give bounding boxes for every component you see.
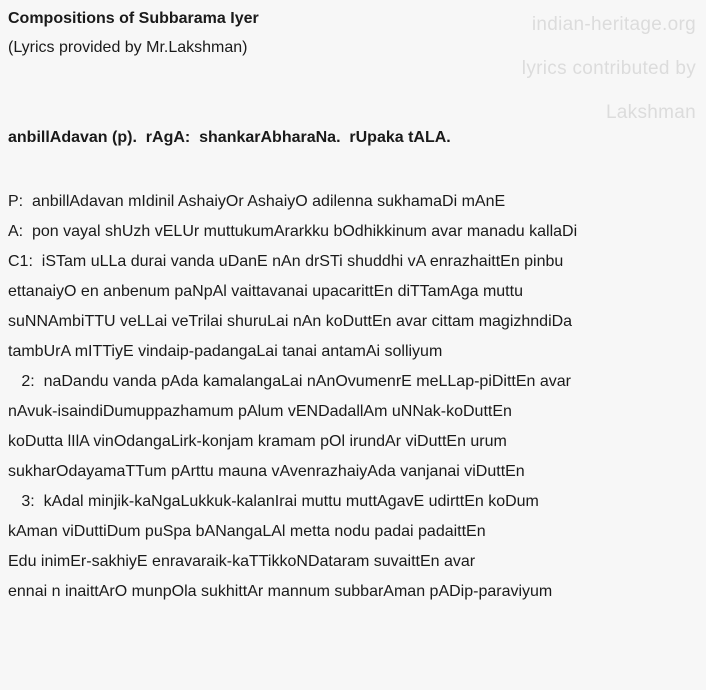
page-subtitle: (Lyrics provided by Mr.Lakshman) (8, 39, 248, 56)
lyrics-block (8, 187, 700, 607)
watermark-credit-name: Lakshman (605, 102, 696, 123)
lyric-line: tambUrA mITTiyE vindaip-padangaLai tanai antamAi solliyum (8, 343, 443, 360)
lyric-line: sukharOdayamaTTum pArttu mauna vAvenrazhaiyAda vanjanai viDuttEn (8, 463, 525, 480)
lyric-line-pallavi: P: anbillAdavan mIdinil AshaiyOr AshaiyO adilenna sukhamaDi mAnE (8, 193, 506, 210)
lyric-line-charanam-3: 3: kAdal minjik-kaNgaLukkuk-kalanIrai muttu muttAgavE udirttEn koDum (8, 493, 539, 510)
lyric-line: ettanaiyO en anbenum paNpAl vaittavanai upacarittEn diTTamAga muttu (8, 283, 523, 300)
lyric-line: kAman viDuttiDum puSpa bANangaLAl metta nodu padai padaittEn (8, 523, 486, 540)
lyric-line: koDutta lIlA vinOdangaLirk-konjam kramam pOl irundAr viDuttEn urum (8, 433, 507, 450)
song-header: anbillAdavan (p). rAgA: shankarAbharaNa. rUpaka tALA. (8, 129, 451, 146)
lyric-line: Edu inimEr-sakhiyE enravaraik-kaTTikkoNDataram suvaittEn avar (8, 553, 476, 570)
watermark-credit-label: lyrics contributed by (521, 58, 696, 79)
page-title: Compositions of Subbarama Iyer (8, 10, 259, 27)
lyric-line: ennai n inaittArO munpOla sukhittAr mannum subbarAman pADip-paraviyum (8, 583, 553, 600)
lyric-line-charanam-1: C1: iSTam uLLa durai vanda uDanE nAn drSTi shuddhi vA enrazhaittEn pinbu (8, 253, 564, 270)
lyric-line-charanam-2: 2: naDandu vanda pAda kamalangaLai nAnOvumenrE meLLap-piDittEn avar (8, 373, 572, 390)
lyric-line: suNNAmbiTTU veLLai veTrilai shuruLai nAn koDuttEn avar cittam magizhndiDa (8, 313, 573, 330)
lyric-line: nAvuk-isaindiDumuppazhamum pAlum vENDadallAm uNNak-koDuttEn (8, 403, 512, 420)
watermark-site: indian-heritage.org (531, 14, 696, 35)
watermark (522, 3, 696, 135)
lyric-line-anupallavi: A: pon vayal shUzh vELUr muttukumArarkku bOdhikkinum avar manadu kallaDi (8, 223, 578, 240)
